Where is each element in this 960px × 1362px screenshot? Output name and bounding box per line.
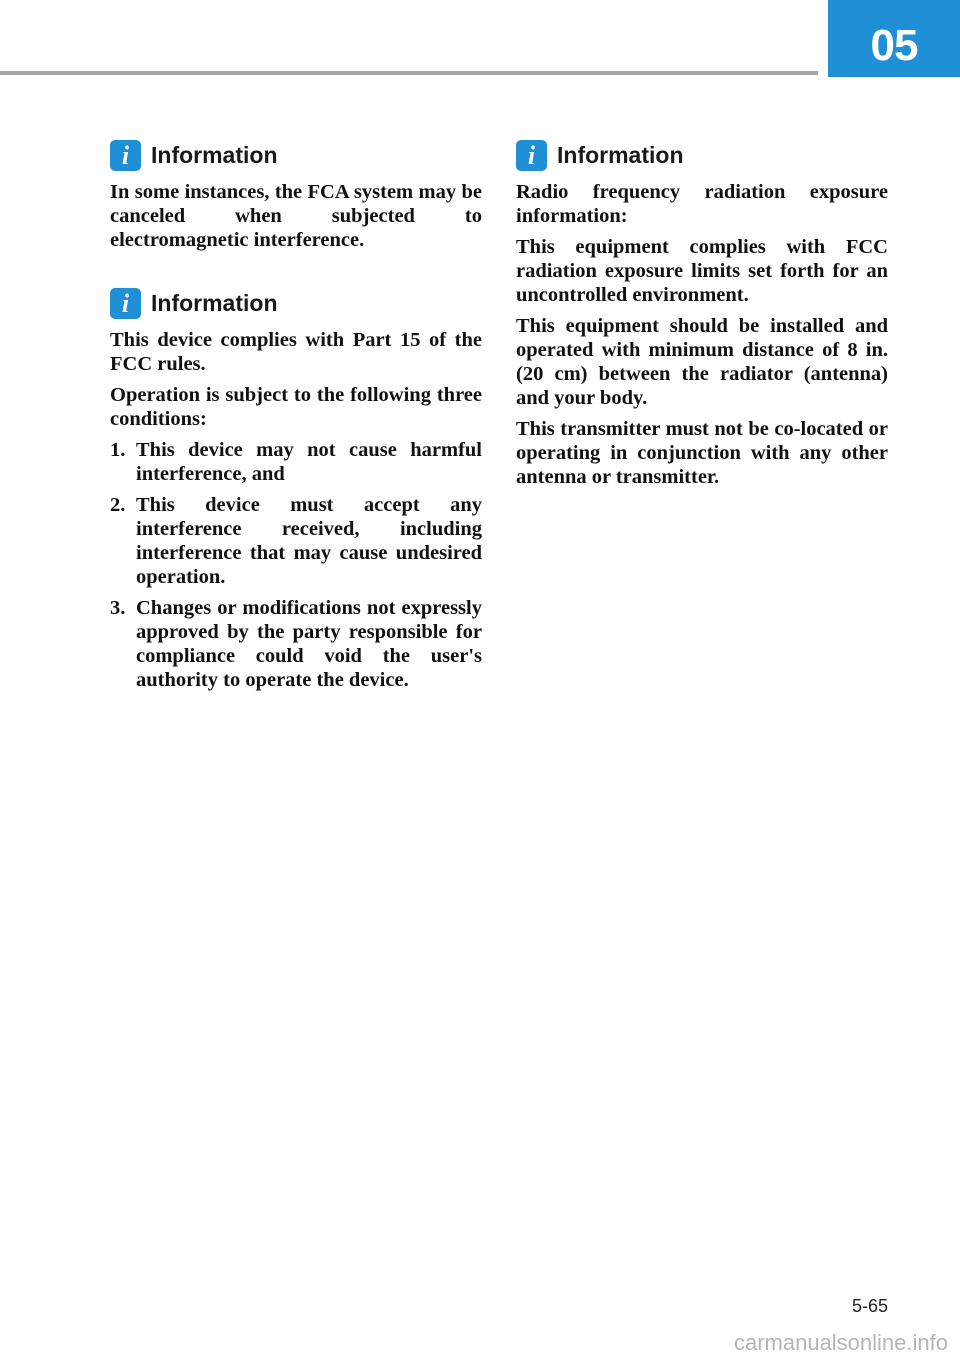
info-title: Information <box>557 141 684 168</box>
info-heading <box>110 286 482 320</box>
list-item <box>110 596 482 692</box>
info-box-fcc-compliance <box>110 286 482 692</box>
list-item <box>110 493 482 589</box>
info-paragraph: This equipment complies with FCC radiation exposure limits set forth for an uncontrolled environment. <box>516 236 888 306</box>
info-heading <box>110 138 482 172</box>
info-box-fca <box>110 138 482 252</box>
info-box-rf-exposure <box>516 138 888 489</box>
list-number: 2. <box>110 494 126 516</box>
header-rule <box>0 71 818 75</box>
conditions-list <box>110 438 482 692</box>
info-heading <box>516 138 888 172</box>
left-column <box>110 138 482 726</box>
info-title: Information <box>151 141 278 168</box>
info-icon: i <box>516 140 547 171</box>
info-icon: i <box>110 288 141 319</box>
info-paragraph: In some instances, the FCA system may be canceled when subjected to electromagnetic interference. <box>110 181 482 251</box>
right-column <box>516 138 888 523</box>
info-paragraph: This equipment should be installed and operated with minimum distance of 8 in. (20 cm) between the radiator (antenna) and your body. <box>516 315 888 409</box>
info-paragraph: This device complies with Part 15 of the FCC rules. <box>110 329 482 375</box>
list-item <box>110 438 482 486</box>
info-title: Information <box>151 289 278 316</box>
info-paragraph: Radio frequency radiation exposure information: <box>516 181 888 227</box>
chapter-tab: 05 <box>828 0 960 77</box>
list-text: This device may not cause harmful interference, and <box>136 439 482 485</box>
page-number: 5-65 <box>851 1296 888 1316</box>
info-paragraph: Operation is subject to the following three conditions: <box>110 384 482 430</box>
list-number: 3. <box>110 597 126 619</box>
watermark[interactable]: carmanualsonline.info <box>733 1330 948 1355</box>
list-number: 1. <box>110 439 126 461</box>
list-text: This device must accept any interference received, including interference that may cause undesired operation. <box>136 494 482 588</box>
info-paragraph: This transmitter must not be co-located or operating in conjunction with any other antenna or transmitter. <box>516 418 888 488</box>
list-text: Changes or modifications not expressly approved by the party responsible for compliance could void the user's authority to operate the device. <box>136 597 482 691</box>
info-icon: i <box>110 140 141 171</box>
